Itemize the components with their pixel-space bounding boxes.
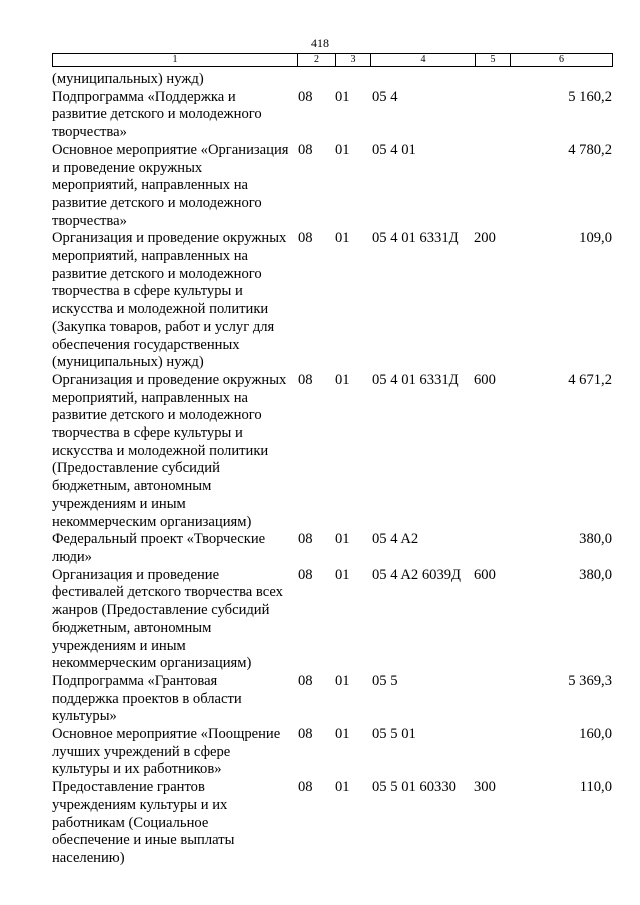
table-row <box>52 673 612 726</box>
row-expense-type: 200 <box>474 230 496 247</box>
table-row <box>52 89 612 142</box>
row-subsection: 01 <box>335 88 350 105</box>
header-col-3: 3 <box>336 54 371 67</box>
row-amount: 110,0 <box>579 779 612 796</box>
row-expense-type <box>474 71 512 89</box>
row-target-code: 05 5 01 <box>372 726 416 743</box>
row-subsection: 01 <box>335 566 350 583</box>
row-expense-type <box>474 89 512 142</box>
row-name: Основное мероприятие «Поощрение лучших учреждений в сфере культуры и их работников» <box>52 726 281 778</box>
row-target-code: 05 5 01 60330 <box>372 779 456 796</box>
row-name: Федеральный проект «Творческие люди» <box>52 531 266 565</box>
row-subsection <box>335 71 372 89</box>
row-target-code: 05 4 01 <box>372 141 416 158</box>
row-subsection: 01 <box>335 726 350 743</box>
row-amount: 4 780,2 <box>568 141 612 158</box>
row-amount <box>512 71 612 89</box>
row-section: 08 <box>298 672 313 689</box>
row-section: 08 <box>298 88 313 105</box>
row-amount: 4 671,2 <box>568 371 612 388</box>
row-expense-type: 300 <box>474 779 496 796</box>
row-target-code: 05 4 01 6331Д <box>372 230 459 247</box>
row-subsection: 01 <box>335 531 350 548</box>
row-section: 08 <box>298 230 313 247</box>
row-section: 08 <box>298 371 313 388</box>
row-section: 08 <box>298 779 313 796</box>
row-amount: 380,0 <box>579 531 612 548</box>
row-name: Организация и проведение окружных мероприятий, направленных на развитие детского и молодежного творчества в сфере культуры и искусства и молодежной политики (Предоставление субсидий бюджетным, автономным учреждениям и иным некоммерческим организациям) <box>52 371 287 530</box>
table-row <box>52 372 612 531</box>
row-section: 08 <box>298 531 313 548</box>
row-expense-type <box>474 142 512 231</box>
row-expense-type: 600 <box>474 566 496 583</box>
table-row <box>52 71 612 89</box>
table-body <box>52 71 612 868</box>
row-subsection: 01 <box>335 779 350 796</box>
header-col-1: 1 <box>53 54 298 67</box>
table-row <box>52 567 612 673</box>
table-row <box>52 726 612 779</box>
row-target-code: 05 4 01 6331Д <box>372 371 459 388</box>
row-expense-type <box>474 531 512 566</box>
row-target-code: 05 4 A2 <box>372 531 419 548</box>
row-amount: 380,0 <box>579 566 612 583</box>
row-name: Предоставление грантов учреждениям культуры и их работникам (Социальное обеспечение и иные выплаты населению) <box>52 779 235 866</box>
row-section: 08 <box>298 141 313 158</box>
row-target-code: 05 5 <box>372 672 398 689</box>
table-row <box>52 779 612 868</box>
row-name: Организация и проведение фестивалей детского творчества всех жанров (Предоставление субсидий бюджетным, автономным учреждениям и иным некоммерческим организациям) <box>52 566 283 672</box>
row-name: Основное мероприятие «Организация и проведение окружных мероприятий, направленных на развитие детского и молодежного творчества» <box>52 141 289 229</box>
row-subsection: 01 <box>335 141 350 158</box>
row-subsection: 01 <box>335 672 350 689</box>
row-amount: 5 160,2 <box>568 88 612 105</box>
header-col-6: 6 <box>511 54 613 67</box>
row-name: Подпрограмма «Поддержка и развитие детского и молодежного творчества» <box>52 88 262 141</box>
table-row <box>52 531 612 566</box>
row-section: 08 <box>298 726 313 743</box>
header-col-4: 4 <box>371 54 476 67</box>
row-section: 08 <box>298 566 313 583</box>
row-subsection: 01 <box>335 230 350 247</box>
row-subsection: 01 <box>335 371 350 388</box>
row-section <box>298 71 335 89</box>
row-expense-type <box>474 726 512 779</box>
row-target-code: 05 4 A2 6039Д <box>372 566 462 583</box>
table-row <box>52 230 612 372</box>
table-header <box>52 53 613 67</box>
page-number: 418 <box>311 36 329 50</box>
row-target-code: 05 4 <box>372 88 398 105</box>
row-amount: 5 369,3 <box>568 672 612 689</box>
row-amount: 160,0 <box>579 726 612 743</box>
table-row <box>52 142 612 231</box>
row-expense-type <box>474 673 512 726</box>
header-col-5: 5 <box>476 54 511 67</box>
row-name: Подпрограмма «Грантовая поддержка проектов в области культуры» <box>52 672 242 725</box>
row-amount: 109,0 <box>579 230 612 247</box>
row-target-code <box>372 71 474 89</box>
row-name: Организация и проведение окружных мероприятий, направленных на развитие детского и молодежного творчества в сфере культуры и искусства и молодежной политики (Закупка товаров, работ и услуг для обеспечения государственных (муниципальных) нужд) <box>52 230 287 371</box>
header-col-2: 2 <box>298 54 336 67</box>
row-name: (муниципальных) нужд) <box>52 71 204 87</box>
row-expense-type: 600 <box>474 371 496 388</box>
